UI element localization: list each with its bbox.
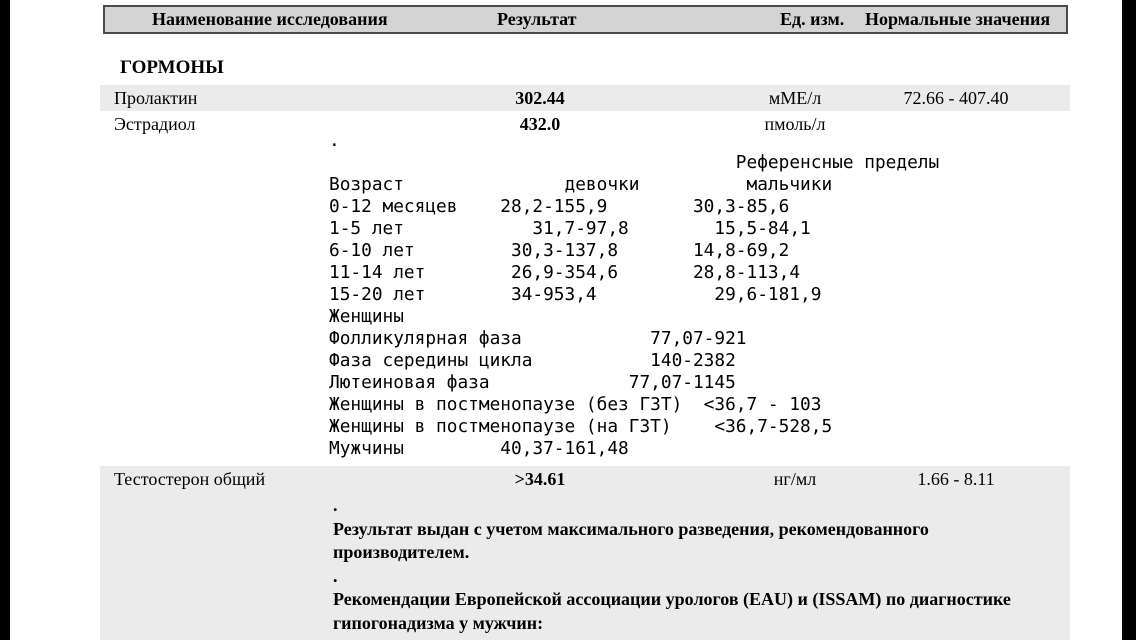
- results-table-header: [103, 5, 1068, 34]
- column-header-normal-range: Нормальные значения: [865, 9, 1051, 29]
- test-name: Пролактин: [114, 88, 198, 108]
- test-name: Эстрадиол: [114, 114, 196, 134]
- test-units: мМЕ/л: [768, 88, 822, 108]
- comment-line: .: [333, 565, 338, 586]
- reference-line: 15-20 лет 34-953,4 29,6-181,9: [329, 284, 822, 305]
- column-header-test-name: Наименование исследования: [152, 9, 388, 29]
- test-result: >34.61: [514, 469, 566, 489]
- estradiol-reference-limits-table: [329, 130, 939, 460]
- reference-line: Женщины: [329, 306, 404, 327]
- test-name: Тестостерон общий: [114, 469, 266, 489]
- reference-line: 0-12 месяцев 28,2-155,9 30,3-85,6: [329, 196, 790, 217]
- reference-line: 6-10 лет 30,3-137,8 14,8-69,2: [329, 240, 790, 261]
- test-units: нг/мл: [773, 469, 817, 489]
- reference-line: Лютеиновая фаза 77,07-1145: [329, 372, 736, 393]
- test-normal-range: 1.66 - 8.11: [917, 469, 995, 489]
- reference-line: Возраст девочки мальчики: [329, 174, 833, 195]
- column-header-units: Ед. изм.: [780, 9, 845, 29]
- comment-line: производителем.: [333, 542, 470, 562]
- test-units: пмоль/л: [764, 114, 826, 134]
- comment-line: .: [333, 495, 338, 515]
- comment-line: Результат выдан с учетом максимального разведения, рекомендованного: [333, 518, 929, 539]
- right-bezel: [1122, 0, 1136, 640]
- table-row-testosterone: [100, 466, 1070, 640]
- section-title-hormones: ГОРМОНЫ: [120, 57, 224, 78]
- left-bezel: [0, 0, 10, 640]
- reference-line: 11-14 лет 26,9-354,6 28,8-113,4: [329, 262, 801, 283]
- reference-line: Референсные пределы: [329, 152, 940, 173]
- reference-line: Женщины в постменопаузе (на ГЗТ) <36,7-528,5: [329, 416, 833, 437]
- column-header-result: Результат: [497, 9, 577, 29]
- reference-line: 1-5 лет 31,7-97,8 15,5-84,1: [329, 218, 811, 239]
- reference-line: .: [329, 130, 340, 151]
- test-result: 432.0: [519, 114, 561, 134]
- reference-line: Фолликулярная фаза 77,07-921: [329, 328, 747, 349]
- reference-line: Фаза середины цикла 140-2382: [329, 350, 736, 371]
- comment-line: гипогонадизма у мужчин:: [333, 612, 544, 633]
- test-normal-range: 72.66 - 407.40: [903, 88, 1009, 108]
- reference-line: Мужчины 40,37-161,48: [329, 438, 629, 459]
- reference-line: Женщины в постменопаузе (без ГЗТ) <36,7 - 103: [329, 394, 822, 415]
- testosterone-comments-block: [333, 494, 1053, 635]
- table-row-prolactin: [100, 85, 1070, 111]
- comment-line: Рекомендации Европейской ассоциации урологов (EAU) и (ISSAM) по диагностике: [333, 589, 1011, 609]
- test-result: 302.44: [515, 88, 565, 108]
